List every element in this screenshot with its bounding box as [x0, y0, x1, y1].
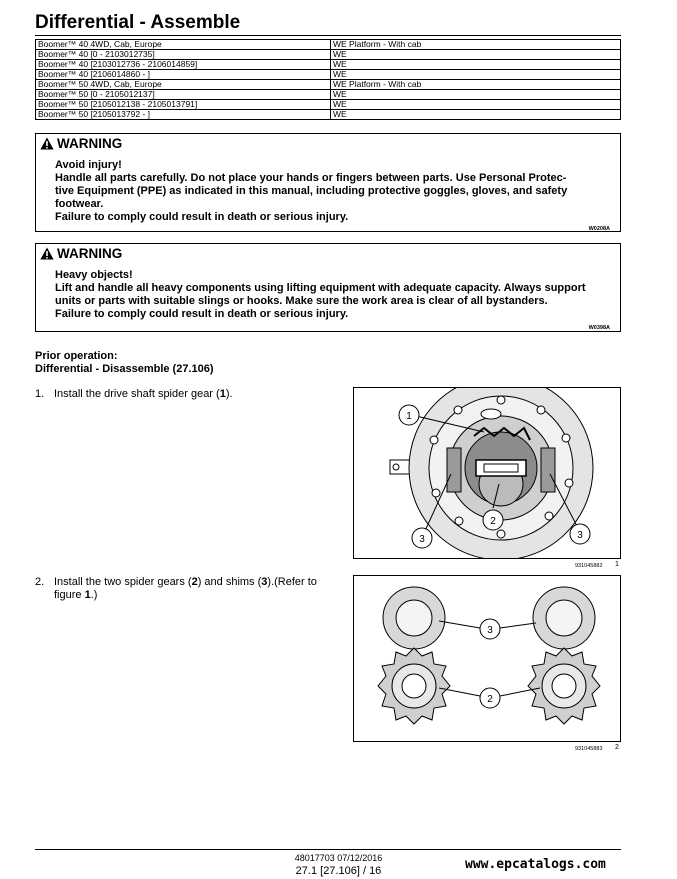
footer-document-id: 48017703 07/12/2016: [294, 853, 383, 863]
model-cell: Boomer™ 40 [0 - 2103012735]: [36, 50, 331, 60]
step-text: Install the drive shaft spider gear (1).: [54, 388, 233, 400]
callout-1-label: 1: [406, 411, 412, 422]
figure-2-number: 2: [615, 744, 619, 751]
step-number: 1.: [35, 388, 45, 400]
warning-body: [55, 269, 615, 321]
warning-line: Heavy objects!: [55, 269, 133, 281]
step-text: Install the two spider gears (2) and shims (3).(Refer to figure 1.): [54, 576, 317, 601]
model-cell: Boomer™ 40 [2106014860 - ]: [36, 70, 331, 80]
warning-line: units or parts with suitable slings or hooks. Make sure the work area is clear of all bystanders.: [55, 295, 548, 307]
prior-operation: [35, 350, 214, 376]
table-row: [36, 100, 621, 110]
step-number: 2.: [35, 576, 45, 588]
warning-heading: [40, 137, 122, 150]
model-cell: Boomer™ 50 [2105013792 - ]: [36, 110, 331, 120]
warning-line: Failure to comply could result in death or serious injury.: [55, 308, 349, 320]
page-title: Differential - Assemble: [35, 12, 241, 33]
platform-cell: WE: [331, 110, 621, 120]
callout-2-label: 2: [490, 516, 496, 527]
warning-box-heavy-objects: [35, 243, 621, 332]
figure-1-differential-case: [353, 387, 621, 559]
callout-3-left-label: 3: [419, 534, 425, 545]
warning-code: W0398A: [588, 325, 610, 331]
prior-operation-label: Prior operation:: [35, 350, 118, 362]
table-row: [36, 90, 621, 100]
watermark: www.epcatalogs.com: [465, 857, 606, 872]
warning-code: W0208A: [588, 226, 610, 232]
figure-1-code: 931045882: [575, 563, 603, 569]
platform-cell: WE: [331, 100, 621, 110]
platform-cell: WE: [331, 90, 621, 100]
warning-line: Avoid injury!: [55, 159, 122, 171]
footer-page-number: 27.1 [27.106] / 16: [295, 865, 382, 877]
model-cell: Boomer™ 40 4WD, Cab, Europe: [36, 40, 331, 50]
table-row: [36, 110, 621, 120]
table-row: [36, 60, 621, 70]
warning-heading-text: WARNING: [57, 246, 123, 261]
figure-2-spider-gears-shims: [353, 575, 621, 742]
callout-2-label: 2: [487, 694, 493, 705]
callout-3-label: 3: [487, 625, 493, 636]
warning-line: Lift and handle all heavy components using lifting equipment with adequate capacity. Always support: [55, 282, 586, 294]
callout-3-right-label: 3: [577, 530, 583, 541]
title-divider: [35, 35, 621, 36]
warning-heading: [40, 247, 122, 260]
warning-heading-text: WARNING: [57, 136, 123, 151]
warning-line: tive Equipment (PPE) as indicated in this manual, including protective goggles, gloves, and safety: [55, 185, 568, 197]
warning-line: footwear.: [55, 198, 104, 210]
model-cell: Boomer™ 50 4WD, Cab, Europe: [36, 80, 331, 90]
model-cell: Boomer™ 50 [0 - 2105012137]: [36, 90, 331, 100]
table-row: [36, 50, 621, 60]
platform-cell: WE: [331, 70, 621, 80]
model-applicability-table: [35, 39, 621, 120]
model-cell: Boomer™ 40 [2103012736 - 2106014859]: [36, 60, 331, 70]
footer-divider: [35, 849, 621, 850]
prior-operation-link[interactable]: Differential - Disassemble (27.106): [35, 363, 214, 375]
platform-cell: WE Platform - With cab: [331, 80, 621, 90]
platform-cell: WE: [331, 50, 621, 60]
warning-line: Handle all parts carefully. Do not place your hands or fingers between parts. Use Personal Protec-: [55, 172, 567, 184]
platform-cell: WE: [331, 60, 621, 70]
warning-box-injury: [35, 133, 621, 232]
warning-body: [55, 159, 615, 224]
figure-2-code: 931045883: [575, 746, 603, 752]
warning-triangle-icon: [40, 137, 54, 150]
differential-case-illustration: [354, 388, 620, 558]
model-cell: Boomer™ 50 [2105012138 - 2105013791]: [36, 100, 331, 110]
spider-gears-illustration: [354, 576, 620, 741]
warning-line: Failure to comply could result in death or serious injury.: [55, 211, 349, 223]
figure-1-number: 1: [615, 561, 619, 568]
platform-cell: WE Platform - With cab: [331, 40, 621, 50]
table-row: [36, 40, 621, 50]
warning-triangle-icon: [40, 247, 54, 260]
table-row: [36, 80, 621, 90]
table-row: [36, 70, 621, 80]
